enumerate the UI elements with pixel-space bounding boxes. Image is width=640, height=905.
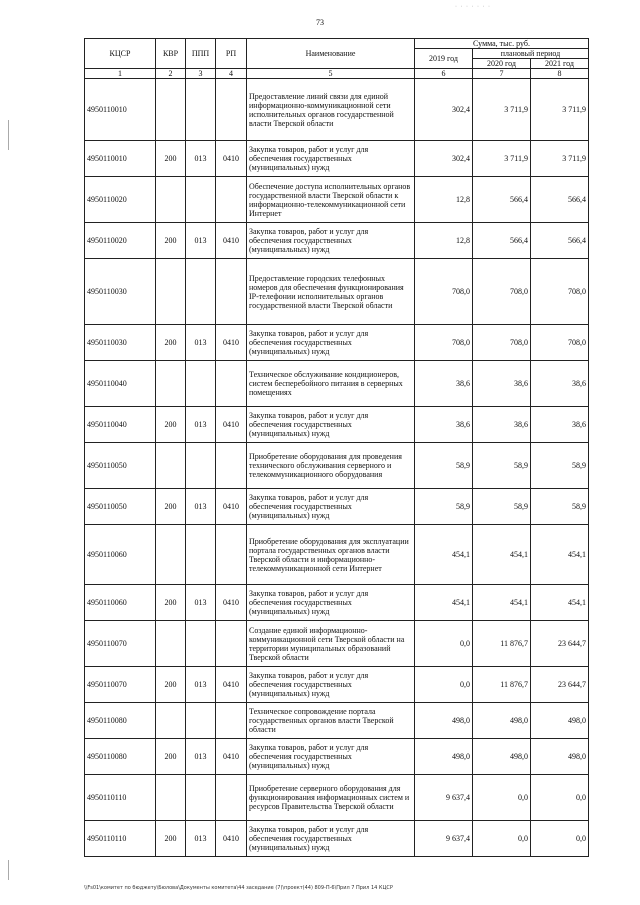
value-2019-cell: 9 637,4	[415, 775, 473, 821]
kvr-cell	[156, 79, 186, 141]
value-2019-cell: 0,0	[415, 667, 473, 703]
kcsr-cell: 4950110010	[85, 141, 156, 177]
rp-cell	[216, 79, 247, 141]
ppp-cell: 013	[186, 667, 216, 703]
header-2020: 2020 год	[473, 59, 531, 69]
kcsr-cell: 4950110070	[85, 621, 156, 667]
rp-cell	[216, 361, 247, 407]
value-2019-cell: 302,4	[415, 141, 473, 177]
value-2021-cell: 23 644,7	[531, 667, 589, 703]
name-cell: Закупка товаров, работ и услуг для обеспечения государственных (муниципальных) нужд	[247, 489, 415, 525]
rp-cell: 0410	[216, 407, 247, 443]
table-row	[85, 325, 589, 361]
value-2019-cell: 454,1	[415, 525, 473, 585]
kcsr-cell: 4950110080	[85, 703, 156, 739]
kvr-cell	[156, 621, 186, 667]
value-2020-cell: 0,0	[473, 775, 531, 821]
kcsr-cell: 4950110040	[85, 407, 156, 443]
kvr-cell: 200	[156, 223, 186, 259]
table-row	[85, 703, 589, 739]
value-2020-cell: 58,9	[473, 489, 531, 525]
kcsr-cell: 4950110030	[85, 259, 156, 325]
value-2019-cell: 498,0	[415, 703, 473, 739]
col-num: 6	[415, 69, 473, 79]
value-2021-cell: 708,0	[531, 325, 589, 361]
kcsr-cell: 4950110070	[85, 667, 156, 703]
name-cell: Закупка товаров, работ и услуг для обеспечения государственных (муниципальных) нужд	[247, 223, 415, 259]
ppp-cell	[186, 177, 216, 223]
value-2021-cell: 23 644,7	[531, 621, 589, 667]
header-2021: 2021 год	[531, 59, 589, 69]
value-2019-cell: 12,8	[415, 177, 473, 223]
rp-cell	[216, 177, 247, 223]
budget-table	[84, 38, 589, 857]
kvr-cell: 200	[156, 489, 186, 525]
col-num: 5	[247, 69, 415, 79]
value-2019-cell: 38,6	[415, 361, 473, 407]
value-2020-cell: 58,9	[473, 443, 531, 489]
table-row	[85, 821, 589, 857]
kvr-cell	[156, 525, 186, 585]
value-2020-cell: 566,4	[473, 223, 531, 259]
kvr-cell: 200	[156, 821, 186, 857]
value-2020-cell: 566,4	[473, 177, 531, 223]
kvr-cell	[156, 361, 186, 407]
table-row	[85, 525, 589, 585]
value-2020-cell: 11 876,7	[473, 667, 531, 703]
name-cell: Закупка товаров, работ и услуг для обеспечения государственных (муниципальных) нужд	[247, 407, 415, 443]
kvr-cell: 200	[156, 325, 186, 361]
value-2020-cell: 3 711,9	[473, 141, 531, 177]
rp-cell: 0410	[216, 325, 247, 361]
rp-cell: 0410	[216, 489, 247, 525]
name-cell: Приобретение серверного оборудования для функционирования информационных систем и ресурсов Правительства Тверской области	[247, 775, 415, 821]
value-2020-cell: 3 711,9	[473, 79, 531, 141]
name-cell: Создание единой информационно-коммуникационной сети Тверской области на территории муниципальных образований Тверской области	[247, 621, 415, 667]
value-2020-cell: 708,0	[473, 259, 531, 325]
col-num: 7	[473, 69, 531, 79]
kvr-cell	[156, 703, 186, 739]
kcsr-cell: 4950110050	[85, 489, 156, 525]
table-row	[85, 585, 589, 621]
kvr-cell: 200	[156, 407, 186, 443]
kcsr-cell: 4950110050	[85, 443, 156, 489]
col-num: 3	[186, 69, 216, 79]
value-2021-cell: 708,0	[531, 259, 589, 325]
margin-mark	[8, 120, 9, 150]
value-2020-cell: 454,1	[473, 585, 531, 621]
table-row	[85, 141, 589, 177]
table-body	[85, 79, 589, 857]
value-2019-cell: 708,0	[415, 259, 473, 325]
rp-cell	[216, 703, 247, 739]
kvr-cell: 200	[156, 585, 186, 621]
kcsr-cell: 4950110040	[85, 361, 156, 407]
value-2021-cell: 0,0	[531, 821, 589, 857]
name-cell: Закупка товаров, работ и услуг для обеспечения государственных (муниципальных) нужд	[247, 739, 415, 775]
kcsr-cell: 4950110020	[85, 177, 156, 223]
value-2019-cell: 58,9	[415, 443, 473, 489]
kcsr-cell: 4950110110	[85, 821, 156, 857]
value-2020-cell: 0,0	[473, 821, 531, 857]
value-2021-cell: 454,1	[531, 525, 589, 585]
table-row	[85, 223, 589, 259]
kcsr-cell: 4950110080	[85, 739, 156, 775]
table-row	[85, 443, 589, 489]
header-kvr: КВР	[156, 39, 186, 69]
value-2019-cell: 58,9	[415, 489, 473, 525]
value-2021-cell: 0,0	[531, 775, 589, 821]
rp-cell	[216, 775, 247, 821]
kvr-cell	[156, 177, 186, 223]
ppp-cell	[186, 259, 216, 325]
value-2019-cell: 498,0	[415, 739, 473, 775]
col-num: 2	[156, 69, 186, 79]
table-row	[85, 177, 589, 223]
col-num: 1	[85, 69, 156, 79]
value-2020-cell: 38,6	[473, 407, 531, 443]
value-2021-cell: 454,1	[531, 585, 589, 621]
value-2021-cell: 3 711,9	[531, 79, 589, 141]
kvr-cell: 200	[156, 667, 186, 703]
kcsr-cell: 4950110010	[85, 79, 156, 141]
name-cell: Приобретение оборудования для проведения технического обслуживания серверного и телекоммуникационного оборудования	[247, 443, 415, 489]
margin-mark	[8, 860, 9, 880]
col-num: 8	[531, 69, 589, 79]
header-rp: РП	[216, 39, 247, 69]
name-cell: Приобретение оборудования для эксплуатации портала государственных органов власти Тверской области и информационно-телекоммуникационной сети Интернет	[247, 525, 415, 585]
ppp-cell	[186, 79, 216, 141]
header-kcsr: КЦСР	[85, 39, 156, 69]
col-num: 4	[216, 69, 247, 79]
header-ppp: ППП	[186, 39, 216, 69]
table-row	[85, 79, 589, 141]
rp-cell: 0410	[216, 223, 247, 259]
value-2021-cell: 566,4	[531, 223, 589, 259]
ppp-cell: 013	[186, 489, 216, 525]
name-cell: Закупка товаров, работ и услуг для обеспечения государственных (муниципальных) нужд	[247, 821, 415, 857]
table-row	[85, 259, 589, 325]
scan-artifact: · · · · · · ·	[455, 4, 491, 10]
footer-file-path: \\Fs01\комитет по бюджету\Бюлова\Документы комитета\44 заседание (7)\проект(44) 809-П-6\Прил 7 Прил 14 КЦСР	[84, 885, 393, 891]
kcsr-cell: 4950110060	[85, 585, 156, 621]
ppp-cell: 013	[186, 407, 216, 443]
ppp-cell: 013	[186, 821, 216, 857]
value-2021-cell: 3 711,9	[531, 141, 589, 177]
rp-cell: 0410	[216, 739, 247, 775]
value-2020-cell: 498,0	[473, 703, 531, 739]
rp-cell	[216, 525, 247, 585]
rp-cell	[216, 443, 247, 489]
kvr-cell	[156, 443, 186, 489]
kvr-cell: 200	[156, 739, 186, 775]
name-cell: Закупка товаров, работ и услуг для обеспечения государственных (муниципальных) нужд	[247, 585, 415, 621]
value-2020-cell: 498,0	[473, 739, 531, 775]
header-sum: Сумма, тыс. руб.	[415, 39, 589, 49]
value-2019-cell: 9 637,4	[415, 821, 473, 857]
value-2021-cell: 498,0	[531, 703, 589, 739]
ppp-cell	[186, 361, 216, 407]
ppp-cell	[186, 775, 216, 821]
table-row	[85, 361, 589, 407]
ppp-cell	[186, 443, 216, 489]
name-cell: Техническое сопровождение портала государственных органов власти Тверской области	[247, 703, 415, 739]
page-number: 73	[316, 18, 324, 27]
value-2021-cell: 38,6	[531, 361, 589, 407]
kvr-cell: 200	[156, 141, 186, 177]
rp-cell: 0410	[216, 585, 247, 621]
header-plan-period: плановый период	[473, 49, 589, 59]
table-row	[85, 667, 589, 703]
ppp-cell	[186, 703, 216, 739]
kcsr-cell: 4950110020	[85, 223, 156, 259]
table-row	[85, 407, 589, 443]
header-name: Наименование	[247, 39, 415, 69]
value-2019-cell: 302,4	[415, 79, 473, 141]
name-cell: Предоставление линий связи для единой информационно-коммуникационной сети исполнительных органов государственной власти Тверской области	[247, 79, 415, 141]
value-2021-cell: 498,0	[531, 739, 589, 775]
value-2019-cell: 708,0	[415, 325, 473, 361]
column-number-row	[85, 69, 589, 79]
name-cell: Закупка товаров, работ и услуг для обеспечения государственных (муниципальных) нужд	[247, 141, 415, 177]
rp-cell: 0410	[216, 141, 247, 177]
rp-cell	[216, 621, 247, 667]
kvr-cell	[156, 259, 186, 325]
rp-cell	[216, 259, 247, 325]
ppp-cell: 013	[186, 223, 216, 259]
ppp-cell	[186, 525, 216, 585]
kcsr-cell: 4950110060	[85, 525, 156, 585]
table-row	[85, 739, 589, 775]
ppp-cell: 013	[186, 585, 216, 621]
header-2019: 2019 год	[415, 49, 473, 69]
value-2019-cell: 454,1	[415, 585, 473, 621]
table-header	[85, 39, 589, 79]
value-2021-cell: 38,6	[531, 407, 589, 443]
table-row	[85, 621, 589, 667]
table-row	[85, 489, 589, 525]
value-2019-cell: 12,8	[415, 223, 473, 259]
name-cell: Обеспечение доступа исполнительных органов государственной власти Тверской области к информационно-телекоммуникационной сети Интернет	[247, 177, 415, 223]
ppp-cell	[186, 621, 216, 667]
rp-cell: 0410	[216, 821, 247, 857]
kcsr-cell: 4950110110	[85, 775, 156, 821]
name-cell: Предоставление городских телефонных номеров для обеспечения функционирования IP-телефонии исполнительных органов государственной власти Тверской области	[247, 259, 415, 325]
value-2020-cell: 454,1	[473, 525, 531, 585]
value-2021-cell: 58,9	[531, 443, 589, 489]
rp-cell: 0410	[216, 667, 247, 703]
value-2020-cell: 708,0	[473, 325, 531, 361]
kvr-cell	[156, 775, 186, 821]
ppp-cell: 013	[186, 141, 216, 177]
name-cell: Закупка товаров, работ и услуг для обеспечения государственных (муниципальных) нужд	[247, 667, 415, 703]
value-2019-cell: 38,6	[415, 407, 473, 443]
value-2020-cell: 38,6	[473, 361, 531, 407]
kcsr-cell: 4950110030	[85, 325, 156, 361]
value-2020-cell: 11 876,7	[473, 621, 531, 667]
value-2021-cell: 566,4	[531, 177, 589, 223]
value-2021-cell: 58,9	[531, 489, 589, 525]
ppp-cell: 013	[186, 739, 216, 775]
ppp-cell: 013	[186, 325, 216, 361]
value-2019-cell: 0,0	[415, 621, 473, 667]
name-cell: Закупка товаров, работ и услуг для обеспечения государственных (муниципальных) нужд	[247, 325, 415, 361]
table-row	[85, 775, 589, 821]
name-cell: Техническое обслуживание кондиционеров, систем бесперебойного питания в серверных помещениях	[247, 361, 415, 407]
